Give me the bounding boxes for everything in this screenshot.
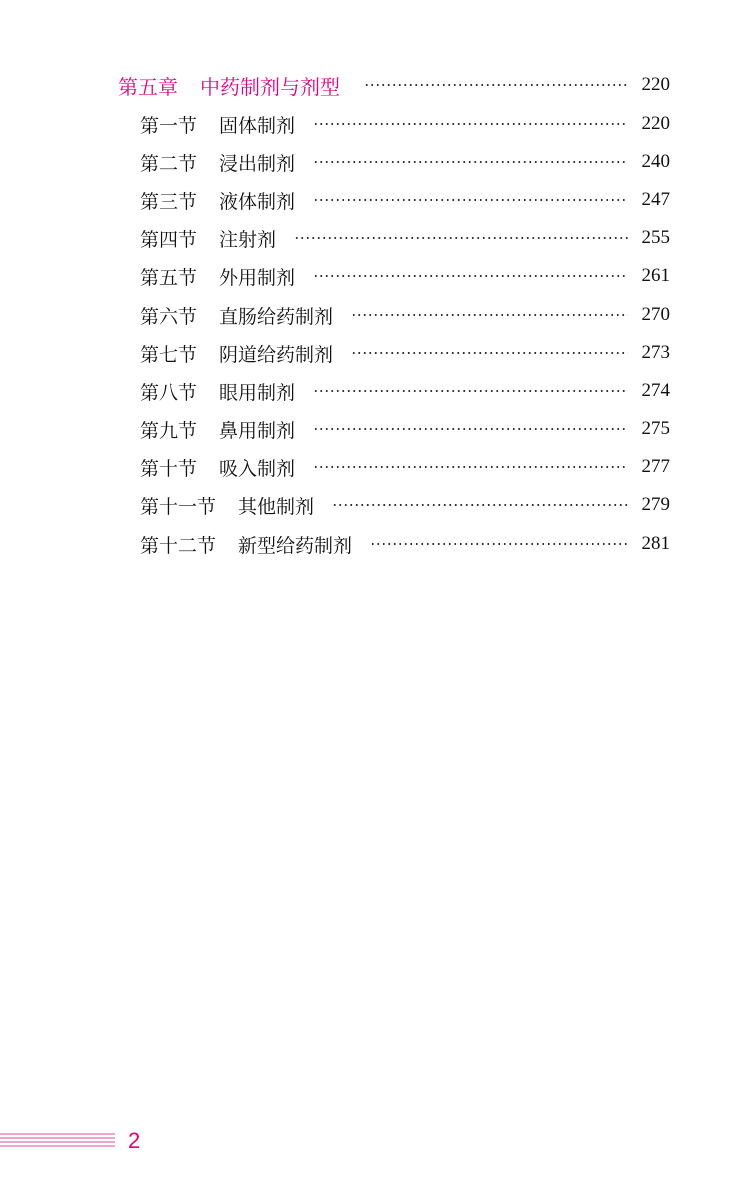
section-title: 吸入制剂 — [219, 457, 296, 480]
toc-section-entry[interactable] — [140, 261, 670, 291]
toc-section-entry[interactable] — [140, 300, 670, 330]
dot-leader — [313, 161, 628, 163]
dot-leader — [364, 84, 628, 86]
section-page-number: 273 — [641, 342, 670, 363]
section-page-number: 277 — [641, 456, 670, 477]
toc-section-entry[interactable] — [140, 529, 670, 559]
toc-section-entry[interactable] — [140, 223, 670, 253]
footer-stripe — [0, 1137, 115, 1139]
section-number: 第十一节 — [140, 495, 217, 518]
section-page-number: 255 — [641, 227, 670, 248]
section-page-number: 270 — [641, 304, 670, 325]
dot-leader — [370, 543, 628, 545]
section-number: 第一节 — [140, 114, 198, 137]
section-number: 第十节 — [140, 457, 198, 480]
dot-leader — [313, 466, 628, 468]
toc-section-entry[interactable] — [140, 490, 670, 520]
section-page-number: 275 — [641, 418, 670, 439]
chapter-page-number: 220 — [641, 74, 670, 95]
dot-leader — [313, 390, 628, 392]
dot-leader — [351, 352, 628, 354]
section-number: 第六节 — [140, 305, 198, 328]
section-page-number: 261 — [641, 265, 670, 286]
footer-stripe — [0, 1141, 115, 1143]
section-title: 液体制剂 — [219, 190, 296, 213]
section-title: 眼用制剂 — [219, 381, 296, 404]
page-number: 2 — [128, 1128, 141, 1153]
toc-section-entry[interactable] — [140, 452, 670, 482]
section-title: 鼻用制剂 — [219, 419, 296, 442]
footer-decorative-bar — [0, 1133, 115, 1151]
section-page-number: 247 — [641, 189, 670, 210]
dot-leader — [313, 123, 628, 125]
section-title: 外用制剂 — [219, 266, 296, 289]
section-title: 新型给药制剂 — [238, 534, 353, 557]
section-number: 第三节 — [140, 190, 198, 213]
section-number: 第八节 — [140, 381, 198, 404]
dot-leader — [294, 237, 628, 239]
dot-leader — [313, 275, 628, 277]
toc-section-entry[interactable] — [140, 185, 670, 215]
section-number: 第二节 — [140, 152, 198, 175]
section-number: 第四节 — [140, 228, 198, 251]
section-page-number: 220 — [641, 113, 670, 134]
section-number: 第九节 — [140, 419, 198, 442]
dot-leader — [332, 504, 628, 506]
section-title: 注射剂 — [219, 228, 277, 251]
section-page-number: 240 — [641, 151, 670, 172]
toc-chapter-entry[interactable] — [118, 70, 670, 100]
toc-section-entry[interactable] — [140, 109, 670, 139]
footer-stripe — [0, 1133, 115, 1135]
section-page-number: 281 — [641, 533, 670, 554]
dot-leader — [351, 314, 628, 316]
toc-section-entry[interactable] — [140, 147, 670, 177]
dot-leader — [313, 199, 628, 201]
dot-leader — [313, 428, 628, 430]
section-number: 第五节 — [140, 266, 198, 289]
section-title: 其他制剂 — [238, 495, 315, 518]
footer-stripe — [0, 1145, 115, 1147]
section-title: 固体制剂 — [219, 114, 296, 137]
toc-section-entry[interactable] — [140, 414, 670, 444]
section-page-number: 279 — [641, 494, 670, 515]
section-number: 第十二节 — [140, 534, 217, 557]
section-title: 阴道给药制剂 — [219, 343, 334, 366]
toc-section-entry[interactable] — [140, 376, 670, 406]
section-number: 第七节 — [140, 343, 198, 366]
section-title: 浸出制剂 — [219, 152, 296, 175]
chapter-title: 中药制剂与剂型 — [200, 74, 340, 99]
section-title: 直肠给药制剂 — [219, 305, 334, 328]
section-page-number: 274 — [641, 380, 670, 401]
toc-section-entry[interactable] — [140, 338, 670, 368]
chapter-number: 第五章 — [118, 74, 178, 99]
